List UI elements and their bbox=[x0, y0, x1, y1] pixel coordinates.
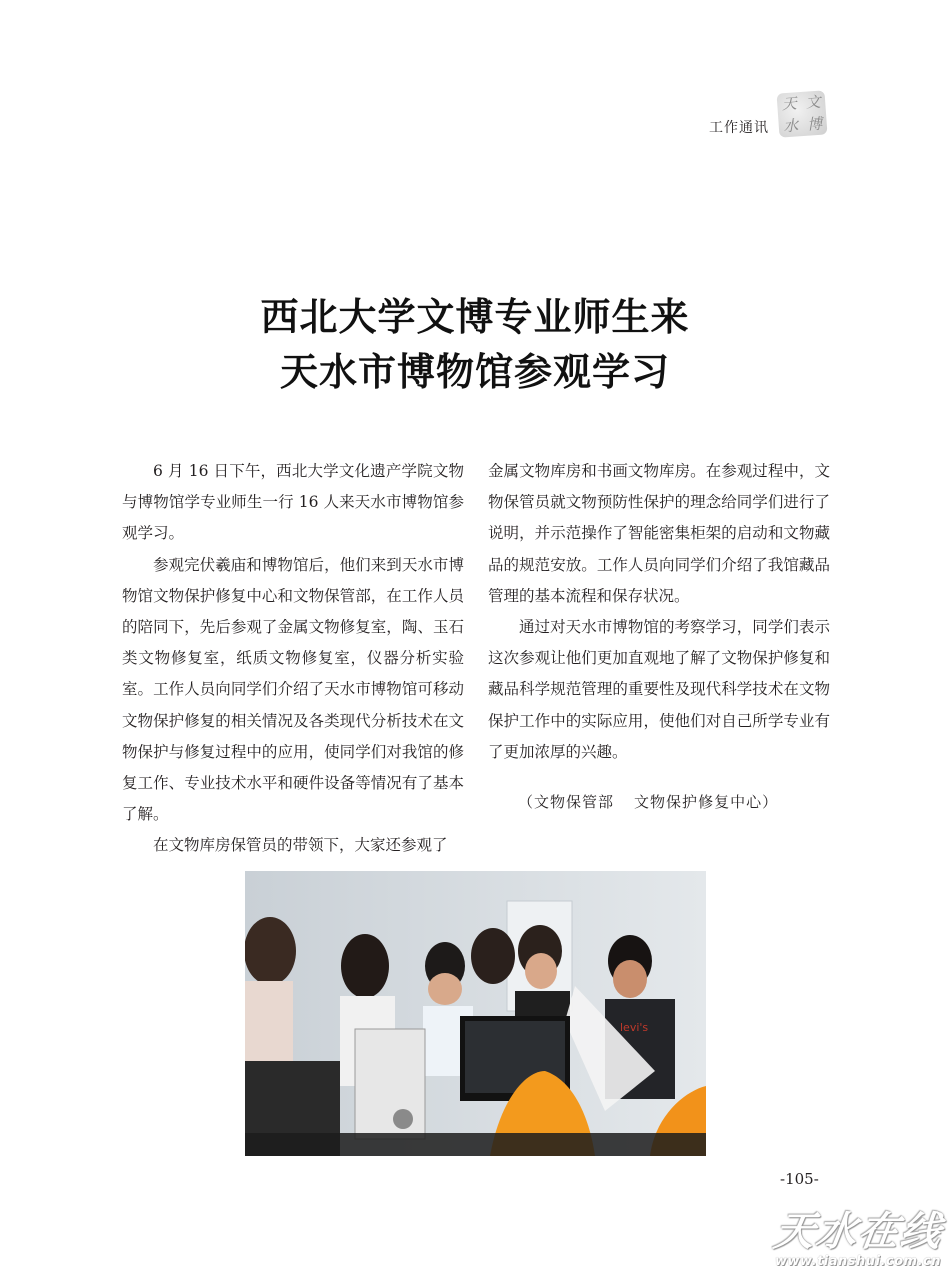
paragraph: 6 月 16 日下午，西北大学文化遗产学院文物与博物馆学专业师生一行 16 人来天水市博物馆参观学习。 bbox=[122, 462, 464, 543]
watermark-logo-text: 天水在线 bbox=[771, 1208, 946, 1255]
logo-char: 博 bbox=[806, 114, 823, 134]
article-title-line-1: 西北大学文博专业师生来 bbox=[260, 294, 690, 339]
paragraph: 通过对天水市博物馆的考察学习，同学们表示这次参观让他们更加直观地了解了文物保护修复和藏品科学规范管理的重要性及现代科学技术在文物保护工作中的实际应用，使他们对自己所学专业有了更加浓厚的兴趣。 bbox=[488, 618, 830, 761]
left-column bbox=[122, 456, 464, 862]
logo-char: 水 bbox=[782, 115, 799, 135]
site-watermark bbox=[770, 1200, 945, 1275]
watermark-url: www.tianshui.com.cn bbox=[774, 1254, 941, 1269]
article-title-line-2: 天水市博物馆参观学习 bbox=[279, 349, 670, 394]
section-label: 工作通讯 bbox=[709, 120, 769, 136]
page-number: -105- bbox=[780, 1170, 819, 1188]
photo-illustration bbox=[245, 871, 706, 1156]
logo-char: 文 bbox=[805, 92, 822, 112]
right-column bbox=[488, 456, 830, 818]
logo-char: 天 bbox=[781, 93, 798, 113]
paragraph: 金属文物库房和书画文物库房。在参观过程中，文物保管员就文物预防性保护的理念给同学们进行了说明，并示范操作了智能密集柜架的启动和文物藏品的规范安放。工作人员向同学们介绍了我馆藏品管理的基本流程和保存状况。 bbox=[488, 462, 830, 605]
group-photo bbox=[245, 871, 706, 1156]
journal-logo-seal bbox=[777, 90, 828, 137]
shirt-logo: levi's bbox=[620, 1021, 649, 1034]
paragraph: 在文物库房保管员的带领下，大家还参观了 bbox=[153, 836, 448, 855]
paragraph: 参观完伏羲庙和博物馆后，他们来到天水市博物馆文物保护修复中心和文物保管部，在工作人员的陪同下，先后参观了金属文物修复室，陶、玉石类文物修复室，纸质文物修复室，仪器分析实验室。工作人员向同学们介绍了天水市博物馆可移动文物保护修复的相关情况及各类现代分析技术在文物保护与修复过程中的应用，使同学们对我馆的修复工作、专业技术水平和硬件设备等情况有了基本了解。 bbox=[122, 555, 464, 824]
article-signature: （文物保管部 文物保护修复中心） bbox=[518, 793, 779, 812]
